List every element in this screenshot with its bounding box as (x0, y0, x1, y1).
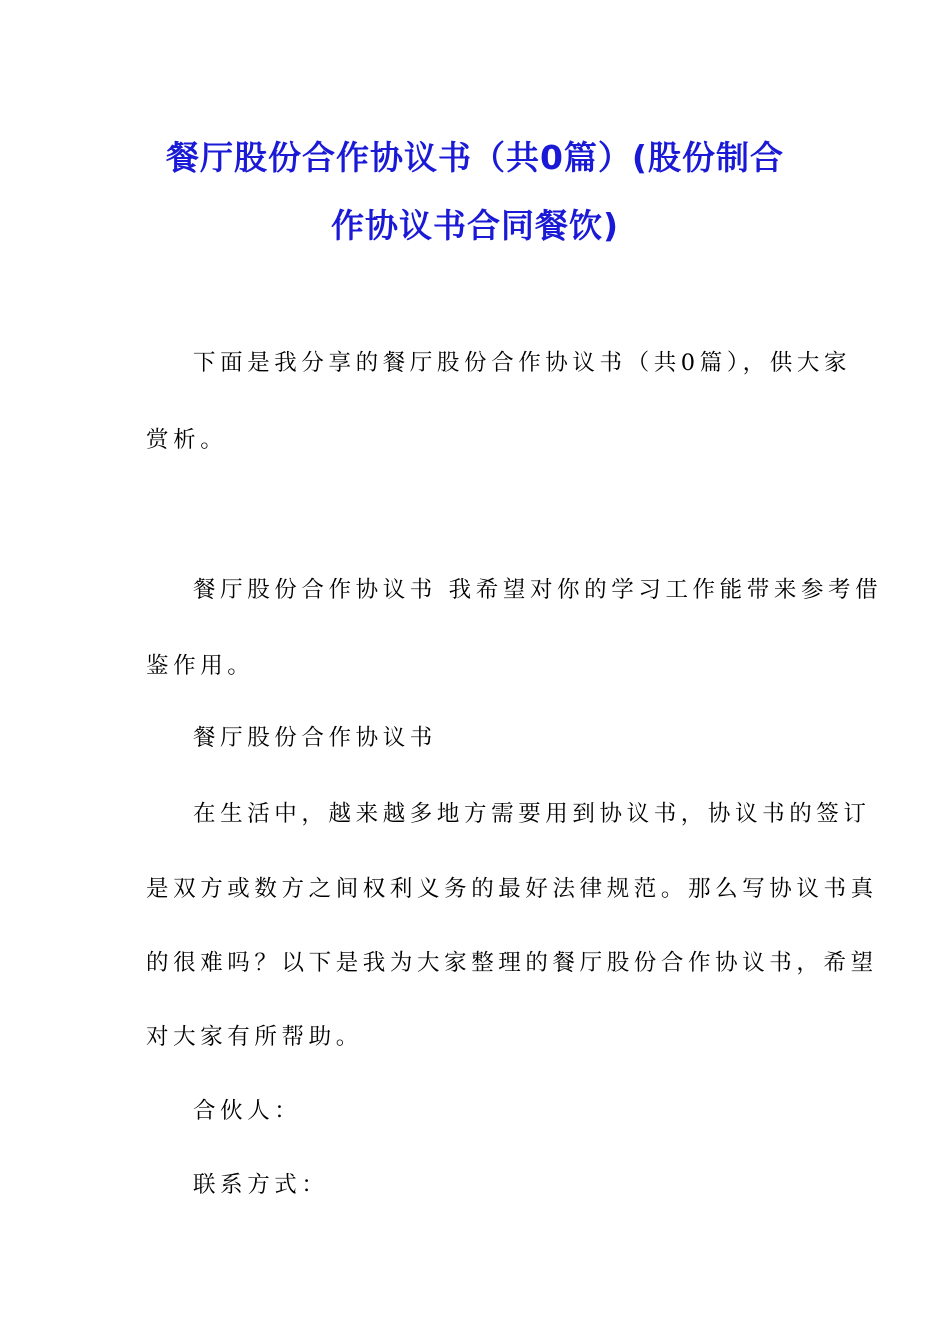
paragraph-2-heading: 餐厅股份合作协议书 (193, 725, 437, 751)
paragraph-3-line-1: 在生活中，越来越多地方需要用到协议书，协议书的签订 (193, 801, 871, 827)
partner-label: 合伙人： (193, 1098, 302, 1124)
paragraph-3-line-4: 对大家有所帮助。 (146, 1024, 363, 1050)
paragraph-3-line-3: 的很难吗？以下是我为大家整理的餐厅股份合作协议书，希望 (146, 950, 878, 976)
intro-paragraph-line-2: 赏析。 (146, 427, 228, 453)
document-title-line-1: 餐厅股份合作协议书（共0篇）(股份制合 (165, 138, 785, 177)
paragraph-1-line-2: 鉴作用。 (146, 653, 255, 679)
intro-paragraph-line-1: 下面是我分享的餐厅股份合作协议书（共0篇），供大家 (193, 350, 852, 376)
paragraph-1-line-1: 餐厅股份合作协议书 我希望对你的学习工作能带来参考借 (193, 577, 883, 603)
contact-label: 联系方式： (193, 1172, 329, 1198)
paragraph-3-line-2: 是双方或数方之间权利义务的最好法律规范。那么写协议书真 (146, 876, 878, 902)
document-title-line-2: 作协议书合同餐饮) (330, 206, 620, 245)
